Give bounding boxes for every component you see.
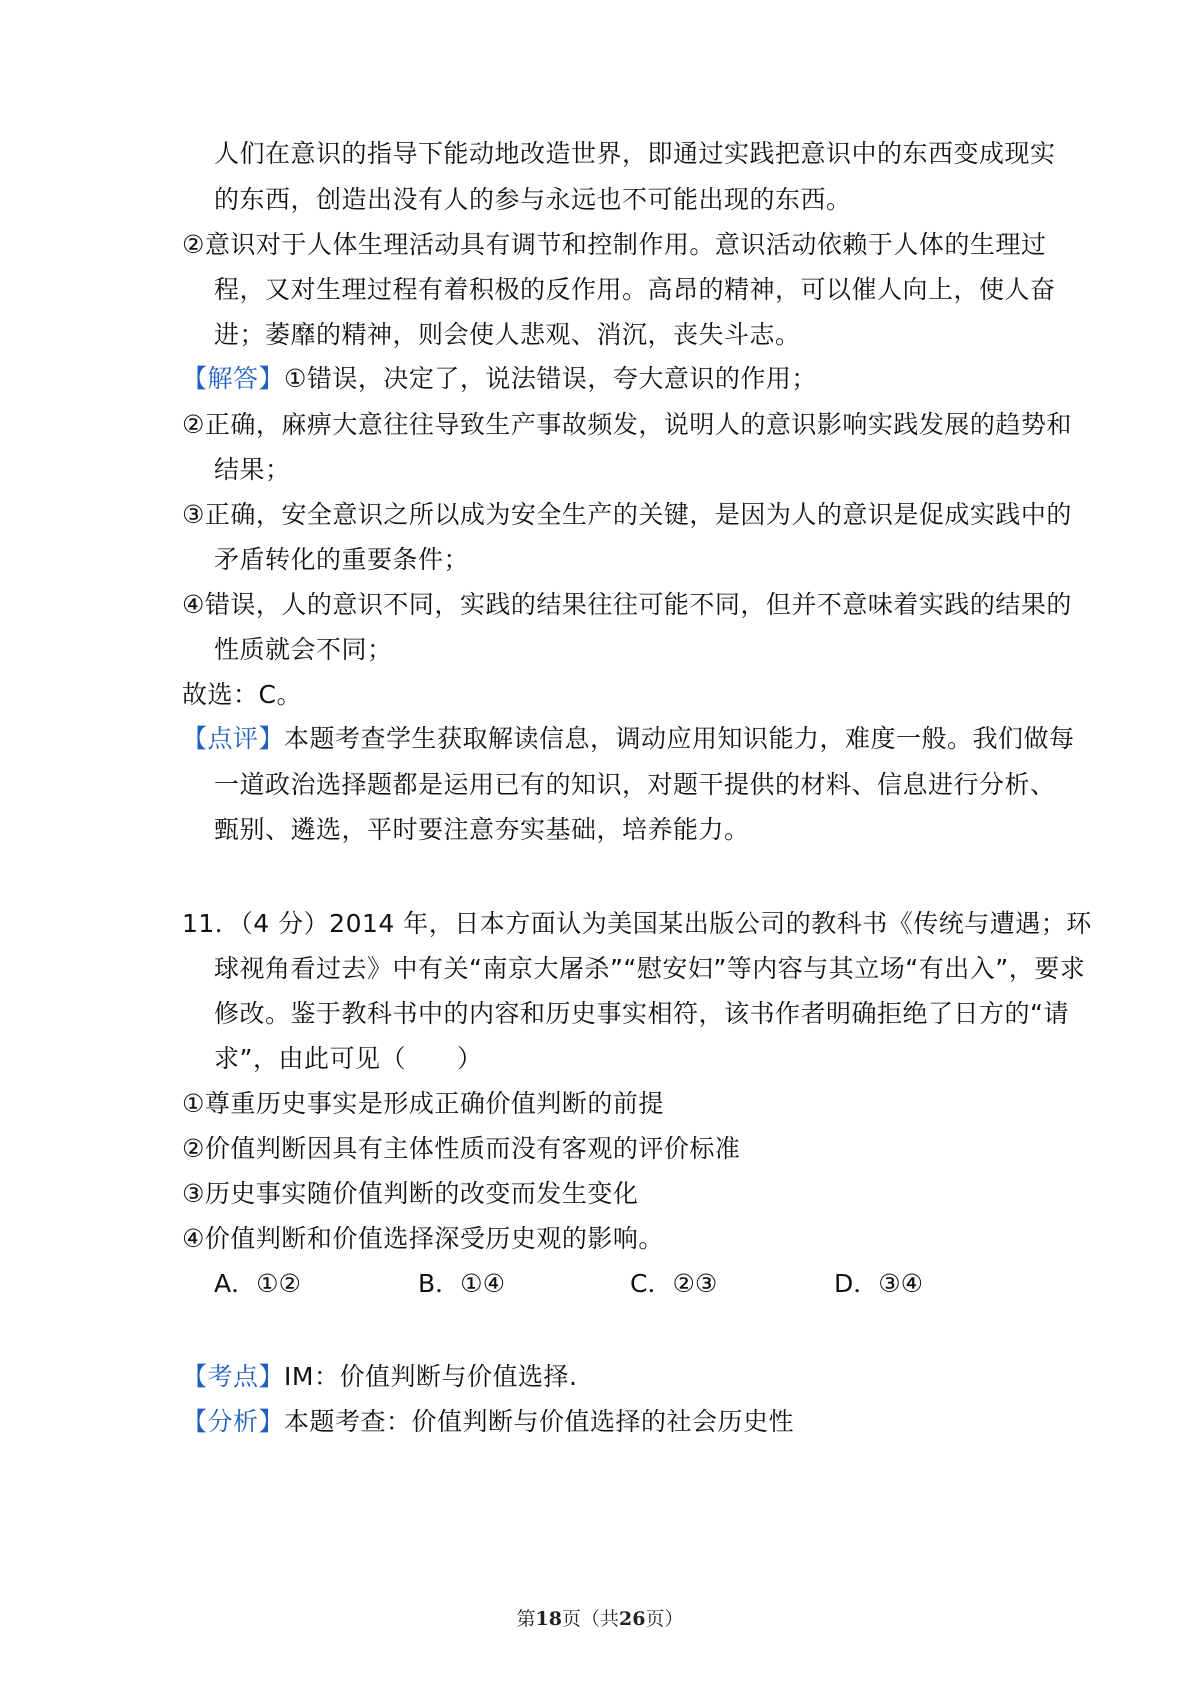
comment-tag: 【点评】 bbox=[182, 724, 285, 753]
statement-4: ④价值判断和价值选择深受历史观的影响。 bbox=[182, 1224, 664, 1253]
text-line: 程，又对生理过程有着积极的反作用。高昂的精神，可以催人向上，使人奋 bbox=[214, 275, 1056, 304]
fenxi-line bbox=[182, 1405, 794, 1439]
statement-2: ②价值判断因具有主体性质而没有客观的评价标准 bbox=[182, 1134, 741, 1163]
text-line: 甄别、遴选，平时要注意夯实基础，培养能力。 bbox=[214, 815, 750, 844]
fenxi-text: 本题考查：价值判断与价值选择的社会历史性 bbox=[284, 1407, 795, 1436]
kaodian-text: IM：价值判断与价值选择. bbox=[284, 1362, 578, 1391]
text-line: ②意识对于人体生理活动具有调节和控制作用。意识活动依赖于人体的生理过 bbox=[182, 230, 1047, 259]
page-number: 18 bbox=[535, 1608, 562, 1630]
text-line: 人们在意识的指导下能动地改造世界，即通过实践把意识中的东西变成现实 bbox=[214, 139, 1056, 168]
text-line: 进；萎靡的精神，则会使人悲观、消沉，丧失斗志。 bbox=[214, 320, 801, 349]
question-line: 求”，由此可见（ ） bbox=[214, 1044, 483, 1073]
text-line: 的东西，创造出没有人的参与永远也不可能出现的东西。 bbox=[214, 185, 852, 214]
kaodian-line bbox=[182, 1360, 577, 1394]
page-footer: 第18页（共26页） bbox=[516, 1608, 684, 1630]
answer-line bbox=[182, 362, 817, 396]
question-line: 修改。鉴于教科书中的内容和历史事实相符，该书作者明确拒绝了日方的“请 bbox=[214, 999, 1069, 1028]
text-line: ④错误，人的意识不同，实践的结果往往可能不同，但并不意味着实践的结果的 bbox=[182, 590, 1072, 619]
text-line: 性质就会不同； bbox=[214, 635, 393, 664]
question-line: 11．（4 分）2014 年，日本方面认为美国某出版公司的教科书《传统与遭遇；环 bbox=[182, 909, 1092, 938]
statement-3: ③历史事实随价值判断的改变而发生变化 bbox=[182, 1179, 639, 1208]
option-d: D．③④ bbox=[834, 1269, 924, 1298]
option-b: B．①④ bbox=[418, 1269, 505, 1298]
text-line: ②正确，麻痹大意往往导致生产事故频发，说明人的意识影响实践发展的趋势和 bbox=[182, 410, 1072, 439]
page-total: 26 bbox=[619, 1608, 646, 1630]
comment-line bbox=[182, 722, 1075, 756]
option-c: C．②③ bbox=[630, 1269, 718, 1298]
answer-tag: 【解答】 bbox=[182, 364, 285, 393]
text-line: 矛盾转化的重要条件； bbox=[214, 545, 470, 574]
choice-line: 故选：C。 bbox=[182, 680, 302, 709]
answer-text: ①错误，决定了，说法错误，夸大意识的作用； bbox=[284, 364, 817, 393]
option-a: A．①② bbox=[214, 1269, 301, 1298]
question-line: 球视角看过去》中有关“南京大屠杀”“慰安妇”等内容与其立场“有出入”，要求 bbox=[214, 954, 1086, 983]
text-line: 一道政治选择题都是运用已有的知识，对题干提供的材料、信息进行分析、 bbox=[214, 770, 1056, 799]
comment-text: 本题考查学生获取解读信息，调动应用知识能力，难度一般。我们做每 bbox=[284, 724, 1075, 753]
text-line: ③正确，安全意识之所以成为安全生产的关键，是因为人的意识是促成实践中的 bbox=[182, 500, 1072, 529]
text-line: 结果； bbox=[214, 455, 291, 484]
kaodian-tag: 【考点】 bbox=[182, 1362, 285, 1391]
statement-1: ①尊重历史事实是形成正确价值判断的前提 bbox=[182, 1089, 664, 1118]
fenxi-tag: 【分析】 bbox=[182, 1407, 285, 1436]
